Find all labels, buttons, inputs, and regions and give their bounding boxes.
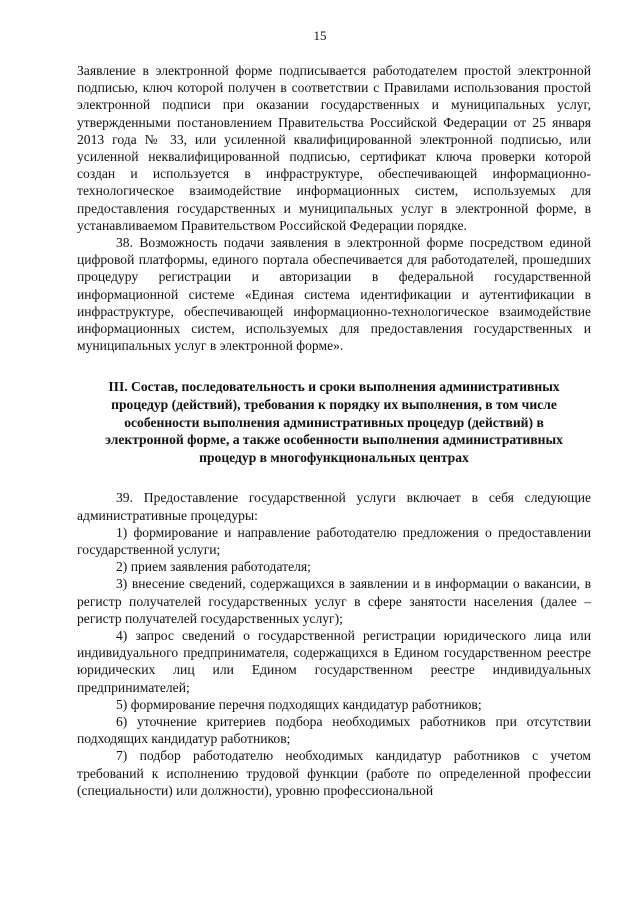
list-item-3: 3) внесение сведений, содержащихся в заявлении и в информации о вакансии, в регистр получателей государственных услуг в сфере занятости населения (далее – регистр получателей государственных услуг); — [77, 576, 591, 626]
list-item-1: 1) формирование и направление работодателю предложения о предоставлении государственной услуги; — [77, 524, 591, 558]
document-body — [77, 62, 591, 799]
list-item-6: 6) уточнение критериев подбора необходимых работников при отсутствии подходящих кандидатур работников; — [77, 714, 591, 747]
list-item-2: 2) прием заявления работодателя; — [116, 559, 311, 575]
list-item-4: 4) запрос сведений о государственной регистрации юридического лица или индивидуального предпринимателя, содержащихся в Едином государственном реестре юридических лиц или Едином государственном реестре индивидуальных предпринимателей; — [77, 628, 591, 695]
paragraph-signature-rules: Заявление в электронной форме подписывается работодателем простой электронной подписью, ключ которой получен в соответствии с Правилами использования простой электронной подписи при оказании государственных и муниципальных услуг, утвержденными постановлением Правительства Российской Федерации от 25 января 2013 года № 33, или усиленной квалифицированной электронной подписью, или усиленной неквалифицированной подписью, сертификат ключа проверки которой создан и используется в инфраструктуре, обеспечивающей информационно-технологическое взаимодействие информационных систем, используемых для предоставления государственных и муниципальных услуг в электронной форме, в устанавливаемом Правительством Российской Федерации порядке. — [77, 63, 591, 233]
list-item-7: 7) подбор работодателю необходимых кандидатур работников с учетом требований к исполнению трудовой функции (работе по определенной профессии (специальности) или должности), уровню профессиональной — [77, 748, 591, 798]
paragraph-38: 38. Возможность подачи заявления в электронной форме посредством единой цифровой платформы, единого портала обеспечивается для работодателей, прошедших процедуру регистрации и авторизации в федеральной государственной информационной системе «Единая система идентификации и аутентификации в инфраструктуре, обеспечивающей информационно-технологическое взаимодействие информационных систем, используемых для предоставления государственных и муниципальных услуг в электронной форме». — [77, 235, 591, 354]
page-number: 15 — [313, 28, 327, 43]
list-item-5: 5) формирование перечня подходящих кандидатур работников; — [116, 696, 482, 712]
section-heading-iii: III. Состав, последовательность и сроки выполнения административных процедур (действий), требования к порядку их выполнения, в том числе особенности выполнения административных процедур (действий) в электронной форме, а также особенности выполнения административных процедур в многофункциональных центрах — [105, 379, 563, 465]
paragraph-39: 39. Предоставление государственной услуги включает в себя следующие административные процедуры: — [77, 490, 591, 523]
